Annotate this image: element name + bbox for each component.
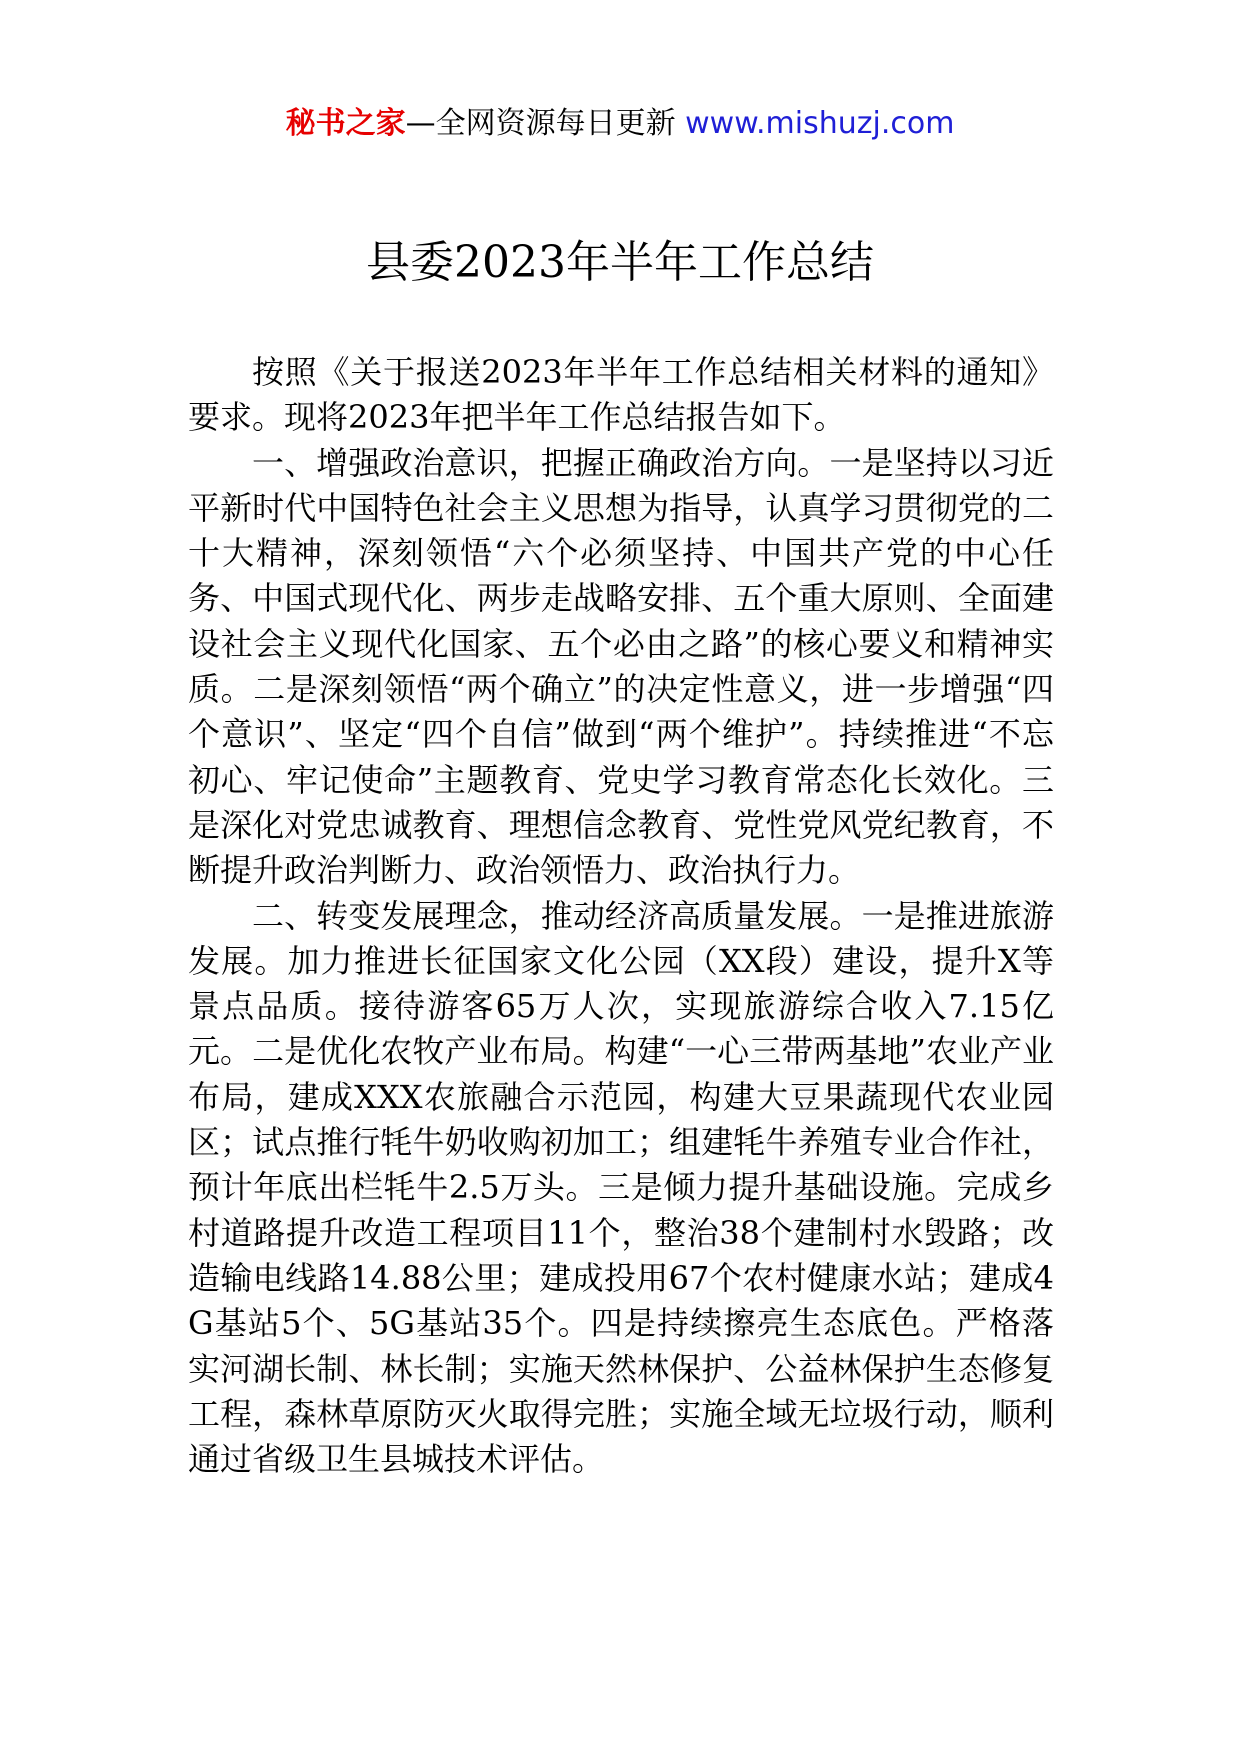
document-body <box>188 350 1054 1482</box>
paragraph-section-2: 二、转变发展理念，推动经济高质量发展。一是推进旅游发展。加力推进长征国家文化公园（XX段）建设，提升X等景点品质。接待游客65万人次，实现旅游综合收入7.15亿元。二是优化农牧产业布局。构建“一心三带两基地”农业产业布局，建成XXX农旅融合示范园，构建大豆果蔬现代农业园区；试点推行牦牛奶收购初加工；组建牦牛养殖专业合作社，预计年底出栏牦牛2.5万头。三是倾力提升基础设施。完成乡村道路提升改造工程项目11个，整治38个建制村水毁路；改造输电线路14.88公里；建成投用67个农村健康水站；建成4G基站5个、5G基站35个。四是持续擦亮生态底色。严格落实河湖长制、林长制；实施天然林保护、公益林保护生态修复工程，森林草原防灭火取得完胜；实施全域无垃圾行动，顺利通过省级卫生县城技术评估。 <box>188 896 1054 1479</box>
paragraph-section-1: 一、增强政治意识，把握正确政治方向。一是坚持以习近平新时代中国特色社会主义思想为指导，认真学习贯彻党的二十大精神，深刻领悟“六个必须坚持、中国共产党的中心任务、中国式现代化、两步走战略安排、五个重大原则、全面建设社会主义现代化国家、五个必由之路”的核心要义和精神实质。二是深刻领悟“两个确立”的决定性意义，进一步增强“四个意识”、坚定“四个自信”做到“两个维护”。持续推进“不忘初心、牢记使命”主题教育、党史学习教育常态化长效化。三是深化对党忠诚教育、理想信念教育、党性党风党纪教育，不断提升政治判断力、政治领悟力、政治执行力。 <box>188 443 1054 890</box>
site-url-link[interactable]: www.mishuzj.com <box>685 106 955 141</box>
paragraph-intro: 按照《关于报送2023年半年工作总结相关材料的通知》要求。现将2023年把半年工作总结报告如下。 <box>188 353 1054 437</box>
site-header <box>0 100 1240 148</box>
site-brand: 秘书之家 <box>285 106 406 141</box>
site-tagline: —全网资源每日更新 <box>405 106 676 141</box>
document-title: 县委2023年半年工作总结 <box>366 237 874 288</box>
